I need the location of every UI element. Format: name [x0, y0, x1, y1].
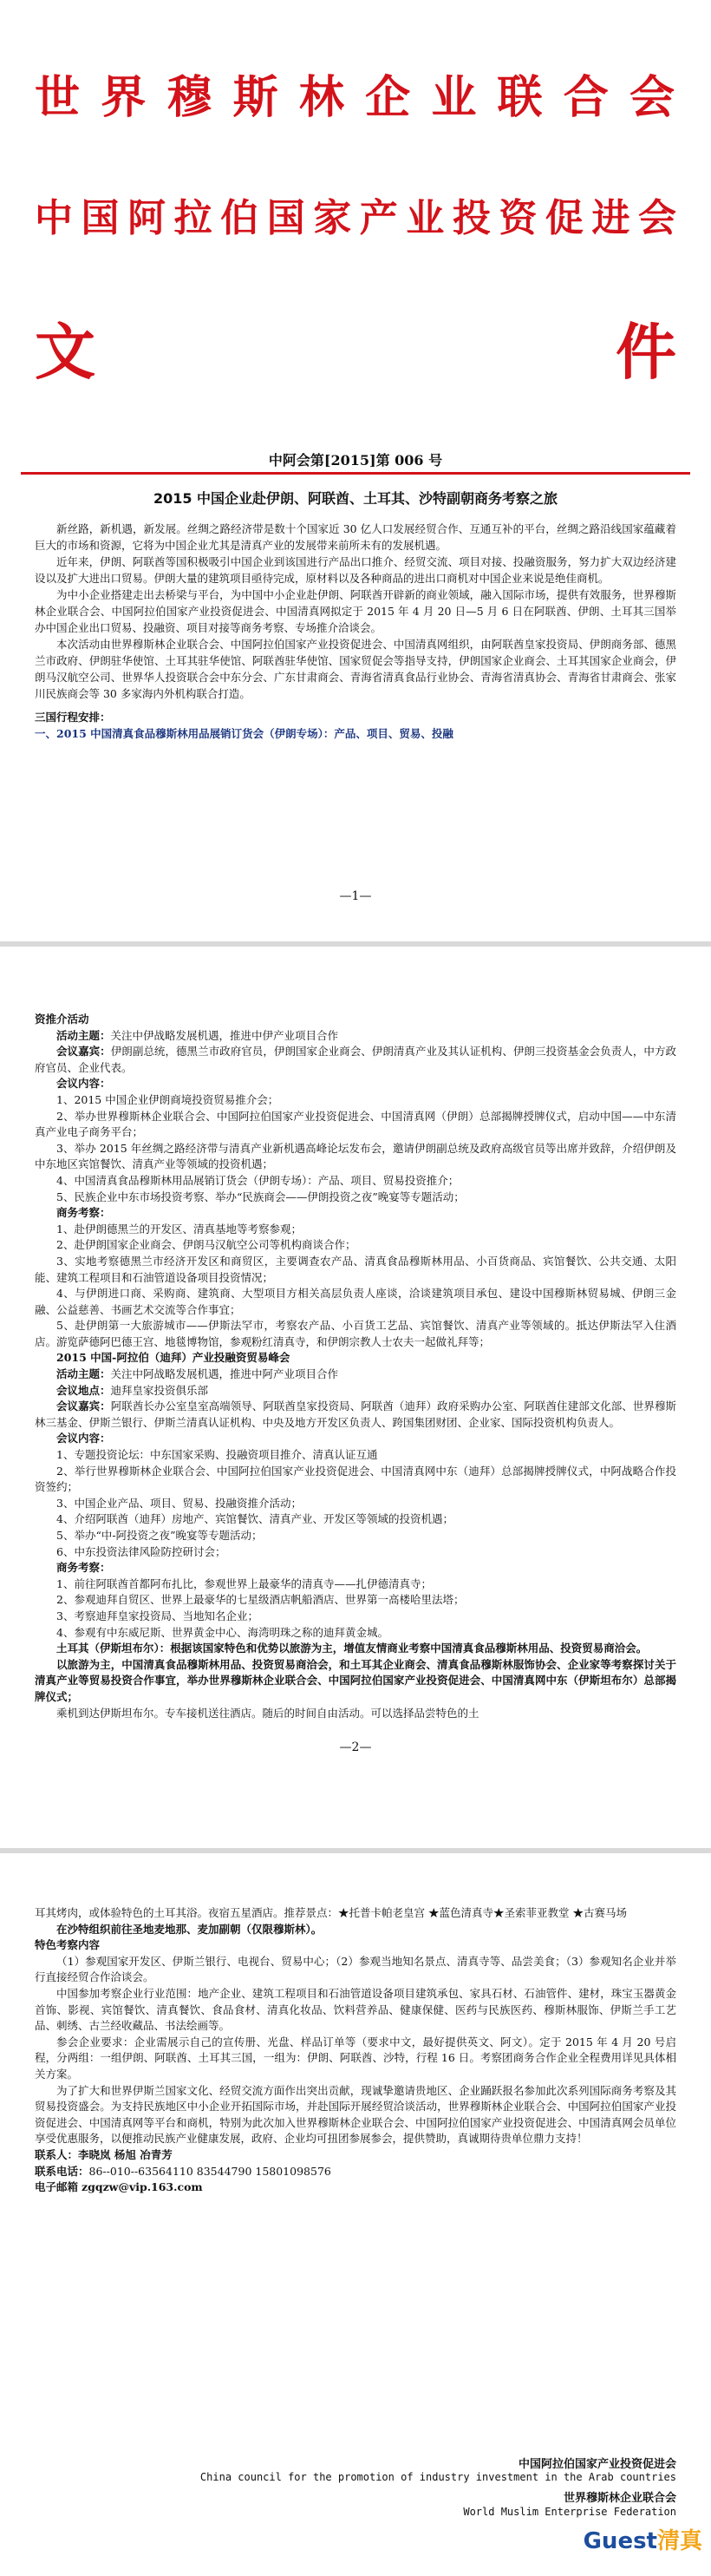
page2-body — [35, 1012, 676, 1721]
text-line: 6、中东投资法律风险防控研讨会； — [56, 1544, 226, 1558]
org-name-2: 世界穆斯林企业联合会 — [563, 2492, 676, 2505]
header-org-line-2: 中国阿拉伯国家产业投资促进会 — [35, 196, 676, 240]
label: 活动主题： — [56, 1028, 111, 1042]
text-line: 3、中国企业产品、项目、贸易、投融资推介活动； — [56, 1496, 302, 1510]
text-line: 5、举办“中-阿投资之夜”晚宴等专题活动； — [56, 1529, 263, 1542]
paragraph: 新丝路，新机遇，新发展。丝绸之路经济带是数十个国家近 30 亿人口发展经贸合作、互通互补的平台，丝绸之路沿线国家蕴藏着巨大的市场和资源，它将为中国企业尤其是清真产业的发展带来前所未有的发展机遇。 — [35, 522, 676, 552]
text-line: 3、实地考察德黑兰市经济开发区和商贸区，主要调查农产品、清真食品穆斯林用品、小百货商品、宾馆餐饮、公共交通、太阳能、建筑工程项目和石油管道设备项目投资情况； — [35, 1254, 676, 1284]
contact-names: 李晓岚 杨旭 冶青芳 — [78, 2147, 173, 2161]
page-number: —2— — [339, 1740, 372, 1754]
document-page-1 — [0, 0, 711, 903]
text-line: 1、赴伊朗德黑兰的开发区、清真基地等考察参观； — [56, 1222, 302, 1236]
text-line: 耳其烤肉，或体验特色的土耳其浴。夜宿五星酒店。推荐景点：★托普卡帕老皇宫 ★蓝色清真寺★圣索菲亚教堂 ★古赛马场 — [35, 1906, 627, 1919]
text-line: 土耳其（伊斯坦布尔）：根据该国家特色和优势以旅游为主，增值友情商业考察中国清真食品穆斯林用品、投资贸易商洽会。 — [56, 1642, 648, 1655]
org-name-1-en: China council for the promotion of industry investment in the Arab countries — [199, 2471, 676, 2483]
text-line: 5、赴伊朗第一大旅游城市——伊斯法罕市，考察农产品、小百货工艺品、宾馆餐饮、清真产业等领域的。抵达伊斯法罕入住酒店。游览萨德阿巴德王宫、地毯博物馆，参观粉红清真寺，和伊朗宗教人士农夫一起做礼拜等； — [35, 1319, 676, 1348]
watermark-text-b: 清真 — [656, 2528, 702, 2554]
contact-email: zgqzw@vip.163.com — [82, 2180, 203, 2194]
text-line: 参会企业要求：企业需展示自己的宣传册、光盘、样品订单等（要求中文，最好提供英文、阿文）。定于 2015 年 4 月 20 号启程，分两组：一组伊朗、阿联酋、土耳其三国，一组为：伊朗、阿联酋、沙特，行程 16 日。考察团商务合作企业全程费用详见具体相关方案。 — [35, 2035, 676, 2081]
document-page-2 — [0, 947, 711, 1814]
watermark-text-a: Guest — [583, 2528, 657, 2554]
watermark-logo — [584, 2523, 702, 2555]
text-line: 在沙特组织前往圣地麦地那、麦加副朝（仅限穆斯林）。 — [56, 1922, 323, 1936]
section-heading: 2015 中国-阿拉伯（迪拜）产业投融资贸易峰会 — [56, 1351, 290, 1365]
subheading: 特色考察内容 — [35, 1938, 101, 1952]
text-line: 中国参加考察企业行业范围：地产企业、建筑工程项目和石油管道设备项目建筑承包、家具石材、石油管件、建材，珠宝玉器黄金首饰、影视、宾馆餐饮、清真餐饮、食品食材、清真化妆品、饮料营养品、健康保健、医药与民族医药、穆斯林服饰、伊斯兰手工艺品、刺绣、古兰经收藏品、书法绘画等。 — [35, 1986, 676, 2033]
text-line: 2、参观迪拜自贸区、世界上最豪华的七星级酒店帆船酒店、世界第一高楼哈里法塔； — [56, 1593, 465, 1607]
page1-body — [35, 521, 676, 742]
document-page-3 — [0, 1853, 711, 2576]
label: 电子邮箱 — [35, 2180, 79, 2194]
paragraph: 为中小企业搭建走出去桥梁与平台，为中国中小企业赴伊朗、阿联酋开辟新的商业领域，融入国际市场，提供有效服务，世界穆斯林企业联合会、中国阿拉伯国家产业投资促进会、中国清真网拟定于 2015 年 4 月 20 日—5 月 6 日在阿联酋、伊朗、土耳其三国举办中国企业出口贸易、投融资、项目对接等商务考察、专场推介洽谈会。 — [35, 588, 676, 634]
paragraph: 近年来，伊朗、阿联酋等国积极吸引中国企业到该国进行产品出口推介、经贸交流、项目对接、投融资服务，努力扩大双边经济建设以及扩大进出口贸易。伊朗大量的建筑项目亟待完成，原材料以及各种商品的进出口商机对中国企业来说是绝佳商机。 — [35, 555, 676, 585]
subheading: 商务考察： — [56, 1206, 111, 1220]
text-line: 迪拜皇家投资俱乐部 — [110, 1383, 209, 1397]
text-line: （1）参观国家开发区、伊斯兰银行、电视台、贸易中心；（2）参观当地知名景点、清真寺等、品尝美食；（3）参观知名企业并举行直接经贸合作洽谈会。 — [35, 1954, 676, 1984]
header-wen-char: 文 — [35, 317, 95, 388]
subheading: 会议内容： — [56, 1077, 111, 1091]
text-line: 4、中国清真食品穆斯林用品展销订货会（伊朗专场）：产品、项目、贸易投资推介； — [56, 1173, 460, 1187]
text-line: 4、参观有中东威尼斯、世界黄金中心、海湾明珠之称的迪拜黄金城。 — [56, 1625, 388, 1639]
org-name-1: 中国阿拉伯国家产业投资促进会 — [518, 2458, 676, 2471]
label: 会议地点： — [56, 1383, 111, 1397]
text-line: 3、考察迪拜皇家投资局、当地知名企业； — [56, 1609, 258, 1622]
text-line: 以旅游为主，中国清真食品穆斯林用品、投资贸易商洽会，和土耳其企业商会、清真食品穆斯林服饰协会、企业家等考察探讨关于清真产业等贸易投资合作事宜，举办世界穆斯林企业联合会、中国阿拉伯国家产业投资促进会、中国清真网中东（伊斯坦布尔）总部揭牌仪式； — [35, 1657, 676, 1703]
label: 联系电话： — [35, 2164, 89, 2178]
text-line: 2、举办世界穆斯林企业联合会、中国阿拉伯国家产业投资促进会、中国清真网（伊朗）总部揭牌授牌仪式，启动中国——中东清真产业电子商务平台； — [35, 1109, 676, 1139]
text-line: 2、举行世界穆斯林企业联合会、中国阿拉伯国家产业投资促进会、中国清真网中东（迪拜）总部揭牌授牌仪式，中阿战略合作投资签约； — [35, 1464, 676, 1494]
page3-body — [35, 1905, 676, 2196]
subheading: 会议内容： — [56, 1432, 111, 1445]
header-divider — [21, 472, 690, 475]
contact-phone: 86--010--63564110 83544790 15801098576 — [88, 2164, 331, 2178]
text-line: 乘机到达伊斯坦布尔。专车接机送往酒店。随后的时间自由活动。可以选择品尝特色的土 — [56, 1706, 479, 1720]
text-line: 阿联酋长办公室皇室高端领导、阿联酋皇家投资局、阿联酋（迪拜）政府采购办公室、阿联酋住建部文化部、世界穆斯林三基金、伊斯兰银行、伊斯兰清真认证机构、中央及地方开发区负责人、跨国集团财团、企业家、国际投资机构负责人。 — [35, 1399, 676, 1429]
document-title: 2015 中国企业赴伊朗、阿联酋、土耳其、沙特副朝商务考察之旅 — [153, 490, 558, 507]
header-jian-char: 件 — [616, 317, 676, 388]
text-line: 关注中阿战略发展机遇，推进中阿产业项目合作 — [110, 1367, 339, 1381]
text-line: 3、举办 2015 年丝绸之路经济带与清真产业新机遇高峰论坛发布会，邀请伊朗副总统及政府高级官员等出席并致辞，介绍伊朗及中东地区宾馆餐饮、清真产业等领域的投资机遇； — [35, 1141, 676, 1171]
text-line: 5、民族企业中东市场投资考察、举办“民族商会——伊朗投资之夜”晚宴等专题活动； — [56, 1190, 465, 1203]
label: 会议嘉宾： — [56, 1045, 111, 1059]
label: 活动主题： — [56, 1367, 111, 1381]
paragraph: 本次活动由世界穆斯林企业联合会、中国阿拉伯国家产业投资促进会、中国清真网组织，由阿联酋皇家投资局、伊朗商务部、德黑兰市政府、伊朗驻华使馆、土耳其驻华使馆、阿联酋驻华使馆、国家贸促会等指导支持，伊朗国家企业商会、土耳其国家企业商会，伊朗马汉航空公司、世界华人投资联合会中东分会、广东甘肃商会、青海省清真食品行业协会、青海省清真协会、青海省甘肃商会、张家川民族商会等 30 多家海内外机构联合打造。 — [35, 638, 676, 700]
text-line: 1、专题投资论坛：中东国家采购、投融资项目推介、清真认证互通 — [56, 1448, 378, 1462]
text-line: 伊朗副总统，德黑兰市政府官员，伊朗国家企业商会、伊朗清真产业及其认证机构、伊朗三投资基金会负责人，中方政府官员、企业代表。 — [35, 1045, 676, 1074]
text-line: 2、赴伊朗国家企业商会、伊朗马汉航空公司等机构商谈合作； — [56, 1238, 356, 1252]
label: 联系人： — [35, 2147, 79, 2161]
document-number: 中阿会第[2015]第 006 号 — [268, 452, 443, 469]
text-line: 1、前往阿联酋首都阿布扎比，参观世界上最豪华的清真寺——扎伊德清真寺； — [56, 1576, 432, 1590]
section-heading: 三国行程安排： — [35, 711, 111, 724]
text-line: 关注中伊战略发展机遇，推进中伊产业项目合作 — [110, 1028, 339, 1042]
section-item: 一、2015 中国清真食品穆斯林用品展销订货会（伊朗专场）：产品、项目、贸易、投融 — [35, 727, 453, 740]
page-number: —1— — [339, 889, 372, 903]
text-line: 4、与伊朗进口商、采购商、建筑商、大型项目方相关高层负责人座谈，洽谈建筑项目承包、建设中国穆斯林贸易城、伊朗三金融、公益慈善、书画艺术交流等合作事宜； — [35, 1287, 676, 1316]
text-line: 1、2015 中国企业伊朗商境投资贸易推介会； — [56, 1092, 279, 1106]
text-line: 为了扩大和世界伊斯兰国家文化、经贸交流方面作出突出贡献，现诚挚邀请贵地区、企业踊跃报名参加此次系列国际商务考察及其贸易投资盛会。为支持民族地区中小企业开拓国际市场，并赴国际开展经贸洽谈活动，世界穆斯林企业联合会、中国阿拉伯国家产业投资促进会、中国清真网等平台和商机，特别为此次加入世界穆斯林企业联合会、中国阿拉伯国家产业投资促进会、中国清真网会员单位享受优惠服务，以便推动民族产业健康发展，政府、企业均可扭团参展参会，提供赞助，真诚期待贵单位鼎力支持！ — [35, 2083, 676, 2146]
subheading: 商务考察： — [56, 1561, 111, 1575]
header-org-line-1: 世界穆斯林企业联合会 — [35, 72, 676, 124]
text-line: 4、介绍阿联酋（迪拜）房地产、宾馆餐饮、清真产业、开发区等领域的投资机遇； — [56, 1512, 453, 1526]
label: 会议嘉宾： — [56, 1399, 111, 1413]
org-name-2-en: World Muslim Enterprise Federation — [463, 2506, 676, 2518]
text-line: 资推介活动 — [35, 1013, 89, 1026]
header-document-line — [35, 304, 676, 391]
